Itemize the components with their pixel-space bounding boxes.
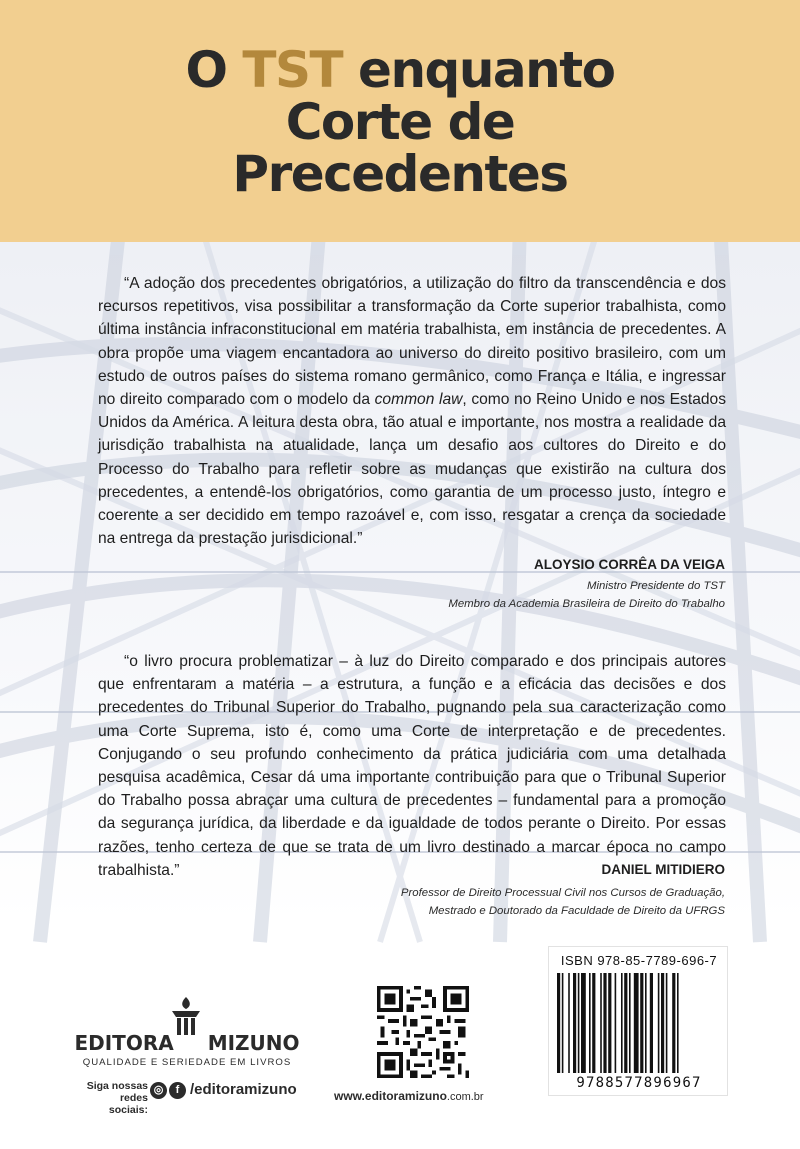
social-label-line-2: redes sociais: [108,1092,148,1116]
barcode-bar [573,973,576,1073]
author-mitidiero-role-line-1: Professor de Direito Processual Civil nos Cursos de Graduação, [400,887,725,899]
barcode-bar [581,973,586,1073]
quote-veiga-text-b: , como no Reino Unido e nos Estados Unidos da América. A leitura desta obra, tão atual e importante, nos mostra a realidade da jurisdição trabalhista na atualidade, lança um desafio aos cultores do Direito e do Processo do Trabalho para refletir sobre as mudanças que existirão na cultura dos precedentes, a entendê-los obrigatórios, como garantia de um processo justo, íntegro e coerente a ser decidido em tempo razoável e, com isso, resgatar a crença da sociedade na entrega da prestação jurisdicional.” [98,391,727,548]
barcode-bar [645,973,647,1073]
author-veiga: ALOYSIO CORRÊA DA VEIGA [533,557,725,572]
qr-code[interactable] [371,980,475,1084]
title-line-1 [0,41,800,99]
quote-veiga [98,272,726,550]
title-accent: TST [242,41,343,99]
isbn-label: ISBN 978-85-7789-696-7 [560,953,718,968]
social-label [78,1080,148,1116]
title-line-1-rest: enquanto [342,41,615,99]
barcode-bar [615,973,617,1073]
barcode-bar [629,973,631,1073]
website-link[interactable] [334,1089,534,1103]
title-prefix: O [185,41,243,99]
facebook-icon[interactable]: f [169,1082,186,1099]
author-veiga-role-line-1: Ministro Presidente do TST [586,580,725,592]
author-mitidiero: DANIEL MITIDIERO [601,862,725,877]
publisher-name-right: MIZUNO [207,1031,300,1055]
publisher-tagline: QUALIDADE E SERIEDADE EM LIVROS [82,1057,292,1068]
barcode-bar [557,973,560,1073]
qr-code-graphic [377,986,469,1078]
title-line-2: Corte de [285,93,515,151]
barcode-bar [592,973,595,1073]
barcode-bar [677,973,679,1073]
instagram-icon[interactable]: ◎ [150,1082,167,1099]
social-handle[interactable]: /editoramizuno [190,1081,297,1098]
author-mitidiero-role [401,884,725,920]
barcode-bar [661,973,664,1073]
book-title [0,41,800,203]
barcode-bar [578,973,580,1073]
author-veiga-role-line-2: Membro da Academia Brasileira de Direito do Trabalho [448,598,725,610]
barcode-bar [666,973,668,1073]
barcode-bar [634,973,639,1073]
website-main[interactable]: www.editoramizuno [334,1089,447,1103]
title-line-3: Precedentes [232,145,568,203]
quote-veiga-text-a: “A adoção dos precedentes obrigatórios, a utilização do filtro da transcendência e dos recursos repetitivos, visa possibilitar a transformação da Corte superior trabalhista, como última instância infraconstitucional em matéria trabalhista, em instância de precedentes. A obra propõe uma viagem encantadora ao universo do direito positivo brasileiro, com um estudo de outros países do sistema romano germânico, como França e Itália, e ingressar no direito comparado com o modelo da [98,275,726,409]
barcode-bar [608,973,611,1073]
author-veiga-role [448,577,725,613]
website-suffix[interactable]: .com.br [446,1091,484,1103]
isbn-digits: 9788577896967 [576,1075,702,1091]
barcode-bar [658,973,660,1073]
social-links [78,1080,318,1114]
barcode-bar [603,973,606,1073]
barcode-bar [650,973,653,1073]
barcode-bar [562,973,564,1073]
quote-mitidiero: “o livro procura problematizar – à luz do Direito comparado e dos principais autores que enfrentaram a matéria – a estrutura, a função e a eficácia das decisões e dos precedentes do Tribunal Superior do Trabalho, pugnando pela sua caracterização como uma Corte Suprema, isto é, como uma Corte de interpretação e de precedentes. Conjugando o seu profundo conhecimento da prática judiciária com uma detalhada pesquisa acadêmica, Cesar dá uma importante contribuição para que o Tribunal Superior do Trabalho possa abraçar uma cultura de precedentes – fundamental para a promoção da segurança jurídica, da liberdade e da igualdade de todos perante o Direito. Por essas razões, tenho certeza de que se trata de um livro destinado a marcar época no campo trabalhista.” [98,653,726,879]
barcode-bar [624,973,627,1073]
barcode-bar [640,973,643,1073]
quote-veiga-italic: common law [374,391,463,409]
barcode-bar [621,973,623,1073]
isbn-barcode [548,946,728,1096]
barcode-bars [555,973,723,1079]
publisher-logo [72,995,302,1075]
publisher-name-left: EDITORA [74,1031,174,1055]
barcode-bar [672,973,675,1073]
barcode-bar [589,973,591,1073]
barcode-bar [600,973,602,1073]
author-mitidiero-role-line-2: Mestrado e Doutorado da Faculdade de Direito da UFRGS [428,905,725,917]
social-label-line-1: Siga nossas [86,1080,148,1092]
publisher-name [72,1031,302,1055]
barcode-bar [568,973,570,1073]
